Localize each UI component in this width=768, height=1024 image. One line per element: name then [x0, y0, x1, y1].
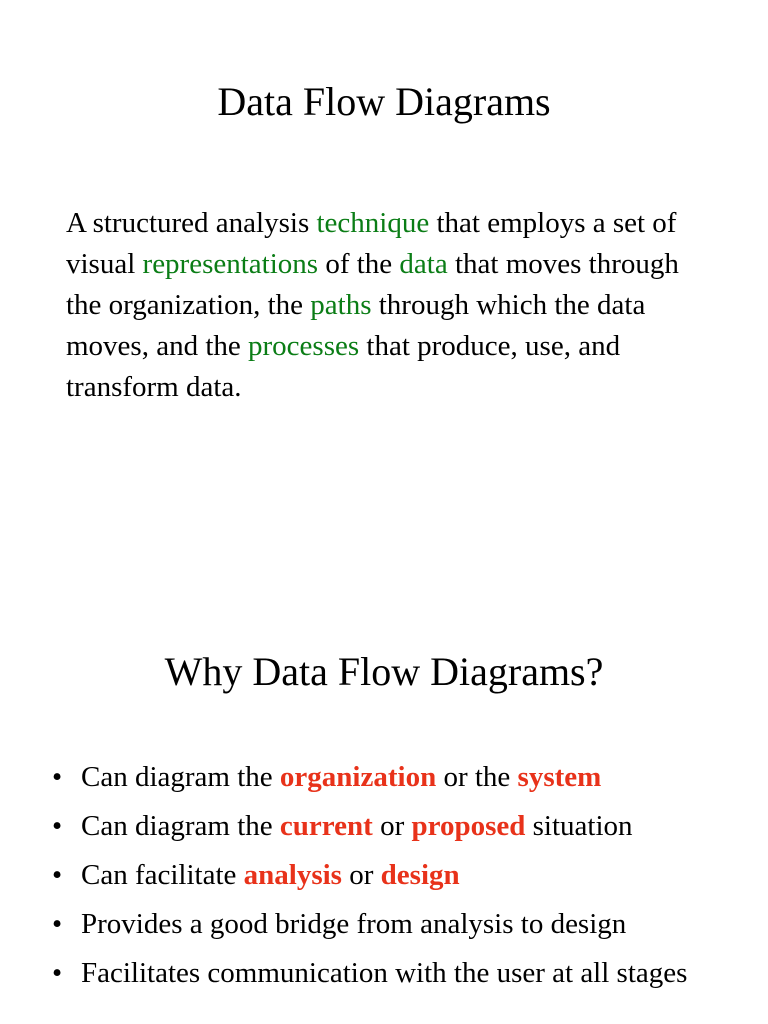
bullet-item: [52, 758, 768, 797]
bullet-item: [52, 856, 768, 895]
bullet-icon: •: [52, 957, 63, 989]
slide-title: Why Data Flow Diagrams?: [164, 649, 604, 694]
text-segment: or: [341, 859, 381, 891]
highlighted-term: proposed: [411, 810, 526, 842]
highlighted-term: technique: [316, 207, 430, 239]
text-segment: of the: [318, 248, 400, 280]
text-segment: through which the data moves, and the: [66, 289, 646, 362]
text-segment: Provides a good bridge from analysis to design: [81, 908, 627, 940]
bullet-icon: •: [52, 810, 63, 842]
definition-paragraph: [66, 203, 706, 408]
slide-title: Data Flow Diagrams: [217, 79, 551, 124]
text-segment: A structured analysis: [66, 207, 317, 239]
highlighted-term: current: [279, 810, 373, 842]
bullet-icon: •: [52, 908, 63, 940]
text-segment: that moves through the organization, the: [66, 248, 679, 321]
bullet-item: [52, 954, 768, 993]
text-segment: or: [372, 810, 412, 842]
highlighted-term: system: [517, 761, 602, 793]
highlighted-term: data: [399, 248, 448, 280]
bullet-item: [52, 807, 768, 846]
text-segment: Facilitates communication with the user at all stages: [81, 957, 688, 989]
text-segment: Can diagram the: [81, 810, 280, 842]
highlighted-term: paths: [310, 289, 372, 321]
text-segment: Can diagram the: [81, 761, 280, 793]
text-segment: that produce, use, and transform data.: [66, 330, 621, 403]
text-segment: or the: [436, 761, 518, 793]
text-segment: situation: [525, 810, 633, 842]
text-segment: Can facilitate: [81, 859, 244, 891]
highlighted-term: design: [380, 859, 460, 891]
highlighted-term: representations: [142, 248, 319, 280]
bullet-item: [52, 905, 768, 944]
bullet-icon: •: [52, 859, 63, 891]
highlighted-term: organization: [279, 761, 437, 793]
bullet-list: [52, 758, 768, 1003]
bullet-icon: •: [52, 761, 63, 793]
highlighted-term: analysis: [243, 859, 342, 891]
slide-why-data-flow-diagrams: [0, 560, 768, 1024]
text-segment: that employs a set of visual: [66, 207, 677, 280]
highlighted-term: processes: [248, 330, 360, 362]
